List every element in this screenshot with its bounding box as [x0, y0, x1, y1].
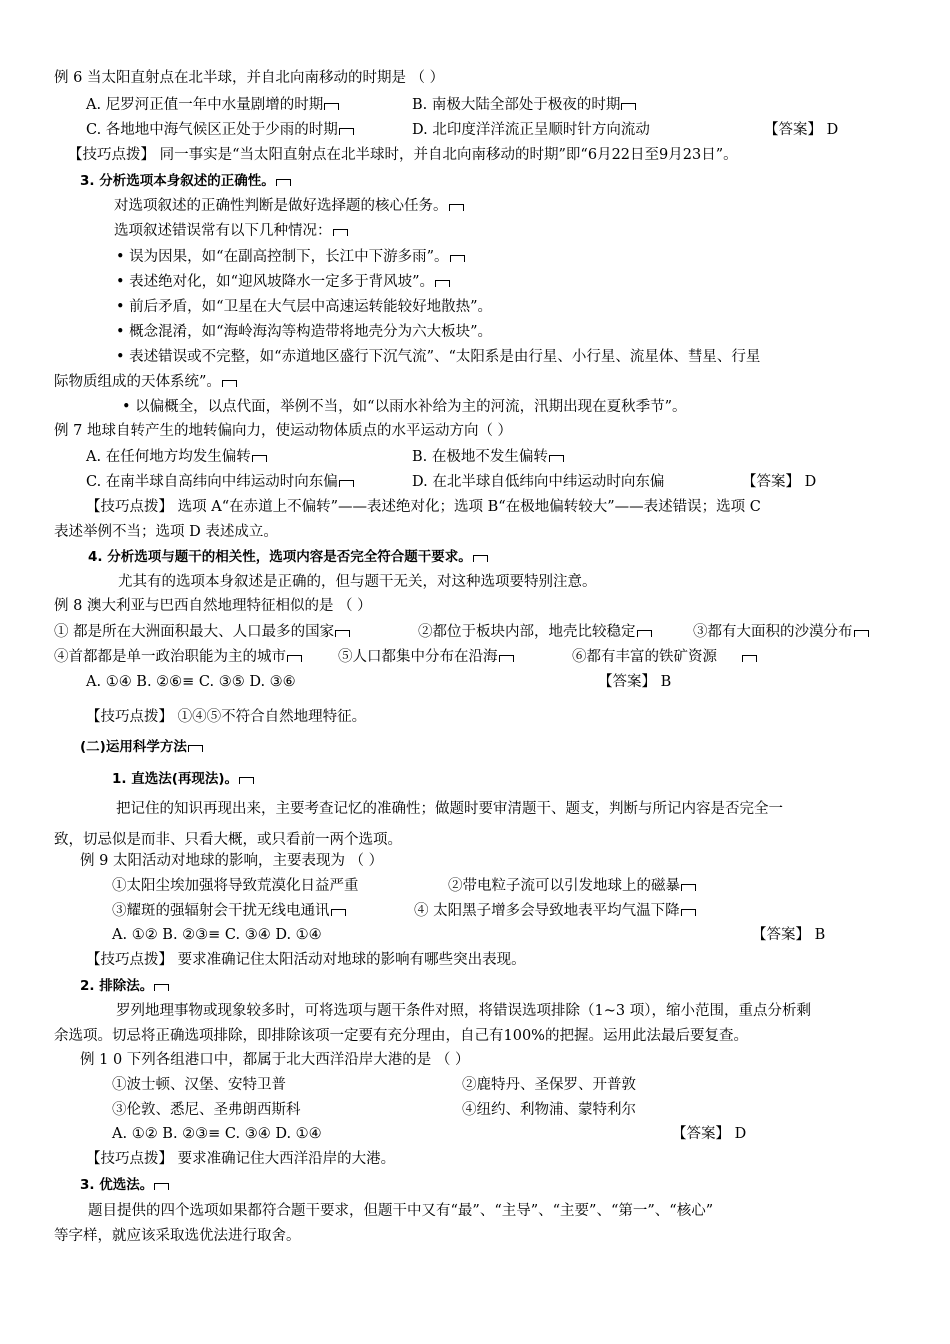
- text-line-bul2: • 表述绝对化，如“迎风坡降水一定多于背风坡”。: [116, 272, 450, 292]
- paragraph-mark-icon: [339, 128, 354, 135]
- text-line-pm3b: 等字样，就应该采取选优法进行取舍。: [54, 1228, 301, 1244]
- text-line-ex9-o3: ③耀斑的强辐射会干扰无线电通讯: [112, 901, 346, 921]
- text-line-ex8-o1: ① 都是所在大洲面积最大、人口最多的国家: [54, 622, 350, 642]
- paragraph-mark-icon: [742, 655, 757, 662]
- paragraph-mark-icon: [331, 909, 346, 916]
- text-line-ex10-tip: 【技巧点拨】 要求准确记住大西洋沿岸的大港。: [86, 1151, 396, 1167]
- paragraph-mark-icon: [681, 909, 696, 916]
- text-line-ex7-ans: 【答案】 D: [742, 474, 817, 490]
- text-line-ex7-c: C. 在南半球自高纬向中纬运动时向东偏: [86, 472, 354, 492]
- text-line-ex9-q: 例 9 太阳活动对地球的影响，主要表现为 （ ）: [80, 853, 384, 869]
- text-line-ex8-tip: 【技巧点拨】 ①④⑤不符合自然地理特征。: [86, 709, 367, 725]
- text-line-ex8-o4: ④首都都是单一政治职能为主的城市: [54, 647, 302, 667]
- paragraph-mark-icon: [324, 103, 339, 110]
- text-line-ex10-o1: ①波士顿、汉堡、安特卫普: [112, 1077, 286, 1093]
- text-line-ex8-o6: ⑥都有丰富的铁矿资源: [572, 647, 757, 667]
- text-line-ex8-q: 例 8 澳大利亚与巴西自然地理特征相似的是 （ ）: [54, 598, 372, 614]
- text-line-pm1a: 把记住的知识再现出来，主要考查记忆的准确性；做题时要审清题干、题支，判断与所记内容是否完全一: [116, 801, 783, 817]
- text-line-ex6-tip: 【技巧点拨】 同一事实是“当太阳直射点在北半球时，并自北向南移动的时期”即“6月22日至9月23日”。: [68, 147, 738, 163]
- text-line-bul5a: • 表述错误或不完整，如“赤道地区盛行下沉气流”、“太阳系是由行星、小行星、流星体、彗星、行星: [116, 349, 761, 365]
- text-line-h4: 4. 分析选项与题干的相关性，选项内容是否完全符合题干要求。: [88, 547, 488, 567]
- paragraph-mark-icon: [335, 630, 350, 637]
- text-line-ex7-d: D. 在北半球自低纬向中纬运动时向东偏: [412, 474, 665, 490]
- paragraph-mark-icon: [188, 745, 203, 752]
- paragraph-mark-icon: [681, 884, 696, 891]
- text-line-h-m1: 1. 直选法(再现法)。: [112, 769, 254, 789]
- paragraph-mark-icon: [854, 630, 869, 637]
- text-line-ex7-q: 例 7 地球自转产生的地转偏向力，使运动物体质点的水平运动方向（ ）: [54, 423, 513, 439]
- text-line-ex8-ans: 【答案】 B: [598, 674, 672, 690]
- text-line-ex6-b: B. 南极大陆全部处于极夜的时期: [412, 95, 636, 115]
- text-line-bul3: • 前后矛盾，如“卫星在大气层中高速运转能较好地散热”。: [116, 299, 492, 315]
- paragraph-mark-icon: [621, 103, 636, 110]
- text-line-bul4: • 概念混淆，如“海岭海沟等构造带将地壳分为六大板块”。: [116, 324, 492, 340]
- text-line-ex10-ans: 【答案】 D: [672, 1126, 747, 1142]
- text-line-ex7-b: B. 在极地不发生偏转: [412, 447, 564, 467]
- text-line-ex8-o5: ⑤人口都集中分布在沿海: [338, 647, 514, 667]
- text-line-ex9-o1: ①太阳尘埃加强将导致荒漠化日益严重: [112, 878, 359, 894]
- text-line-ex10-o3: ③伦敦、悉尼、圣弗朗西斯科: [112, 1102, 301, 1118]
- paragraph-mark-icon: [239, 777, 254, 784]
- text-line-pm1b: 致，切忌似是而非、只看大概，或只看前一两个选项。: [54, 832, 402, 848]
- text-line-ex10-o2: ②鹿特丹、圣保罗、开普敦: [462, 1077, 636, 1093]
- paragraph-mark-icon: [222, 380, 237, 387]
- text-line-ex8-o2: ②都位于板块内部，地壳比较稳定: [418, 622, 652, 642]
- text-line-pm2b: 余选项。切忌将正确选项排除，即排除该项一定要有充分理由，自己有100%的把握。运用此法最后要复查。: [54, 1028, 748, 1044]
- text-line-bul5b: 际物质组成的天体系统”。: [54, 372, 237, 392]
- text-line-ex6-d: D. 北印度洋洋流正呈顺时针方向流动: [412, 122, 650, 138]
- text-line-ex10-opt: A. ①② B. ②③≡ C. ③④ D. ①④: [112, 1126, 322, 1142]
- text-line-ex9-ans: 【答案】 B: [752, 927, 826, 943]
- text-line-ex7-tip1: 【技巧点拨】 选项 A“在赤道上不偏转”——表述绝对化；选项 B“在极地偏转较大”——表述错误；选项 C: [86, 499, 761, 515]
- text-line-h3: 3. 分析选项本身叙述的正确性。: [80, 171, 291, 191]
- text-line-ex8-o3: ③都有大面积的沙漠分布: [693, 622, 869, 642]
- text-line-ex10-q: 例 1 0 下列各组港口中，都属于北大西洋沿岸大港的是 （ ）: [80, 1052, 470, 1068]
- text-line-bul6: • 以偏概全，以点代面，举例不当，如“以雨水补给为主的河流，汛期出现在夏秋季节”。: [122, 399, 687, 415]
- paragraph-mark-icon: [154, 984, 169, 991]
- paragraph-mark-icon: [435, 280, 450, 287]
- text-line-p3a: 对选项叙述的正确性判断是做好选择题的核心任务。: [114, 196, 464, 216]
- text-line-ex7-tip2: 表述举例不当；选项 D 表述成立。: [54, 524, 278, 540]
- text-line-ex9-opt: A. ①② B. ②③≡ C. ③④ D. ①④: [112, 927, 322, 943]
- text-line-ex7-a: A. 在任何地方均发生偏转: [86, 447, 267, 467]
- paragraph-mark-icon: [499, 655, 514, 662]
- paragraph-mark-icon: [252, 455, 267, 462]
- paragraph-mark-icon: [549, 455, 564, 462]
- text-line-ex9-tip: 【技巧点拨】 要求准确记住太阳活动对地球的影响有哪些突出表现。: [86, 952, 526, 968]
- text-line-h-m2: 2. 排除法。: [80, 976, 169, 996]
- text-line-ex8-opt: A. ①④ B. ②⑥≡ C. ③⑤ D. ③⑥: [86, 674, 296, 690]
- paragraph-mark-icon: [339, 480, 354, 487]
- text-line-ex6-q: 例 6 当太阳直射点在北半球，并自北向南移动的时期是 （ ）: [54, 70, 445, 86]
- paragraph-mark-icon: [450, 255, 465, 262]
- text-line-h-sec2: (二)运用科学方法: [80, 737, 203, 757]
- text-line-ex9-o4: ④ 太阳黑子增多会导致地表平均气温下降: [414, 901, 696, 921]
- paragraph-mark-icon: [287, 655, 302, 662]
- text-line-pm2a: 罗列地理事物或现象较多时，可将选项与题干条件对照，将错误选项排除（1~3 项），缩小范围，重点分析剩: [116, 1003, 811, 1019]
- paragraph-mark-icon: [333, 229, 348, 236]
- paragraph-mark-icon: [449, 204, 464, 211]
- text-line-ex6-a: A. 尼罗河正值一年中水量剧增的时期: [86, 95, 339, 115]
- paragraph-mark-icon: [154, 1183, 169, 1190]
- text-line-ex10-o4: ④纽约、利物浦、蒙特利尔: [462, 1102, 636, 1118]
- text-line-p4: 尤其有的选项本身叙述是正确的，但与题干无关，对这种选项要特别注意。: [118, 574, 597, 590]
- text-line-ex6-c: C. 各地地中海气候区正处于少雨的时期: [86, 120, 354, 140]
- text-line-bul1: • 误为因果，如“在副高控制下，长江中下游多雨”。: [116, 247, 465, 267]
- paragraph-mark-icon: [473, 555, 488, 562]
- text-line-h-m3: 3. 优选法。: [80, 1175, 169, 1195]
- text-line-ex9-o2: ②带电粒子流可以引发地球上的磁暴: [448, 876, 696, 896]
- text-line-ex6-ans: 【答案】 D: [764, 122, 839, 138]
- paragraph-mark-icon: [276, 179, 291, 186]
- text-line-p3b: 选项叙述错误常有以下几种情况：: [114, 221, 348, 241]
- paragraph-mark-icon: [637, 630, 652, 637]
- text-line-pm3a: 题目提供的四个选项如果都符合题干要求，但题干中又有“最”、“主导”、“主要”、“第一”、“核心”: [88, 1203, 714, 1219]
